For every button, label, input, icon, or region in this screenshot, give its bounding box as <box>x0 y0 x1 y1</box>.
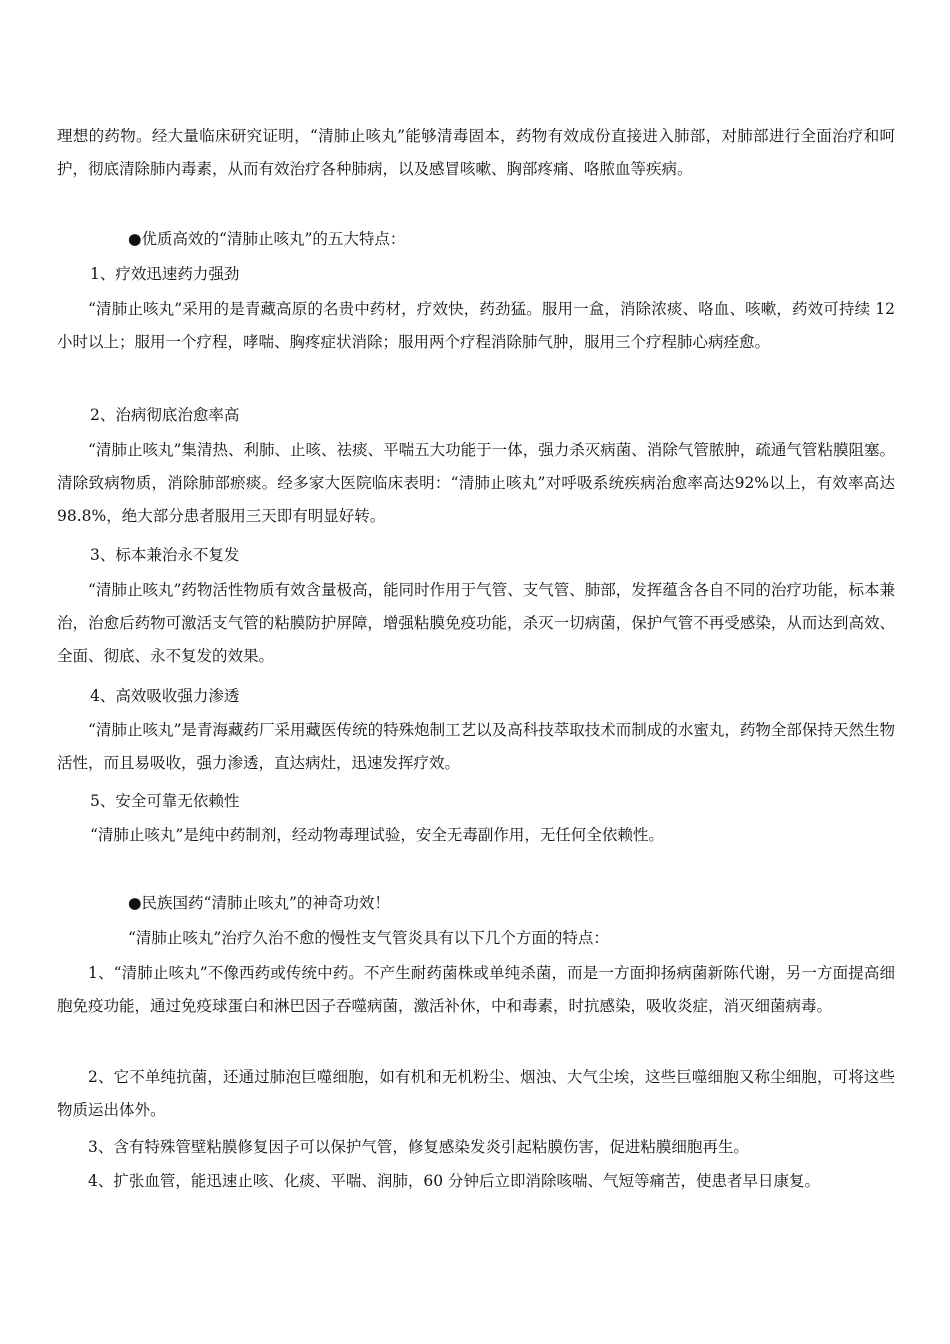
efficacy-point-4: 4、扩张血管，能迅速止咳、化痰、平喘、润肺，60 分钟后立即消除咳喘、气短等痛苦，使患者早日康复。 <box>88 1172 821 1190</box>
feature-title-5: 5、安全可靠无依赖性 <box>90 792 240 810</box>
efficacy-point-1: 1、“清肺止咳丸”不像西药或传统中药。不产生耐药菌株或单纯杀菌，而是一方面抑扬病菌新陈代谢，另一方面提高细胞免疫功能，通过免疫球蛋白和淋巴因子吞噬病菌，激活补休，中和毒素，时抗感染，吸收炎症，消灭细菌病毒。 <box>57 964 895 1015</box>
feature-title-1: 1、疗效迅速药力强劲 <box>90 265 240 283</box>
efficacy-point-2: 2、它不单纯抗菌，还通过肺泡巨噬细胞，如有机和无机粉尘、烟浊、大气尘埃，这些巨噬细胞又称尘细胞，可将这些物质运出体外。 <box>57 1068 895 1119</box>
feature-body-1: “清肺止咳丸”采用的是青藏高原的名贵中药材，疗效快，药劲猛。服用一盒，消除浓痰、咯血、咳嗽，药效可持续 12 小时以上；服用一个疗程，哮喘、胸疼症状消除；服用两个疗程消除肺气肿，服用三个疗程肺心病痊愈。 <box>57 300 895 351</box>
section1-heading: ●优质高效的“清肺止咳丸”的五大特点： <box>128 230 406 248</box>
feature-title-3: 3、标本兼治永不复发 <box>90 546 240 564</box>
section2-heading: ●民族国药“清肺止咳丸”的神奇功效！ <box>128 894 390 912</box>
feature-body-5: “清肺止咳丸”是纯中药制剂，经动物毒理试验，安全无毒副作用，无任何全依赖性。 <box>90 826 664 844</box>
feature-body-4: “清肺止咳丸”是青海藏药厂采用藏医传统的特殊炮制工艺以及高科技萃取技术而制成的水蜜丸，药物全部保持天然生物活性，而且易吸收，强力渗透，直达病灶，迅速发挥疗效。 <box>57 721 895 772</box>
feature-title-2: 2、治病彻底治愈率高 <box>90 406 240 424</box>
intro-paragraph: 理想的药物。经大量临床研究证明，“清肺止咳丸”能够清毒固本，药物有效成份直接进入肺部，对肺部进行全面治疗和呵护，彻底清除肺内毒素，从而有效治疗各种肺病，以及感冒咳嗽、胸部疼痛、咯脓血等疾病。 <box>57 127 895 178</box>
efficacy-point-3: 3、含有特殊管壁粘膜修复因子可以保护气管，修复感染发炎引起粘膜伤害，促进粘膜细胞再生。 <box>88 1138 749 1156</box>
section2-subheading: “清肺止咳丸”治疗久治不愈的慢性支气管炎具有以下几个方面的特点： <box>128 929 609 947</box>
feature-body-3: “清肺止咳丸”药物活性物质有效含量极高，能同时作用于气管、支气管、肺部，发挥蕴含各自不同的治疗功能，标本兼治，治愈后药物可激活支气管的粘膜防护屏障，增强粘膜免疫功能，杀灭一切病菌，保护气管不再受感染，从而达到高效、全面、彻底、永不复发的效果。 <box>57 581 895 665</box>
feature-body-2: “清肺止咳丸”集清热、利肺、止咳、祛痰、平喘五大功能于一体，强力杀灭病菌、消除气管脓肿，疏通气管粘膜阻塞。清除致病物质，消除肺部瘀痰。经多家大医院临床表明：“清肺止咳丸”对呼吸系统疾病治愈率高达92%以上，有效率高达 98.8%，绝大部分患者服用三天即有明显好转。 <box>57 441 895 525</box>
feature-title-4: 4、高效吸收强力渗透 <box>90 687 240 705</box>
